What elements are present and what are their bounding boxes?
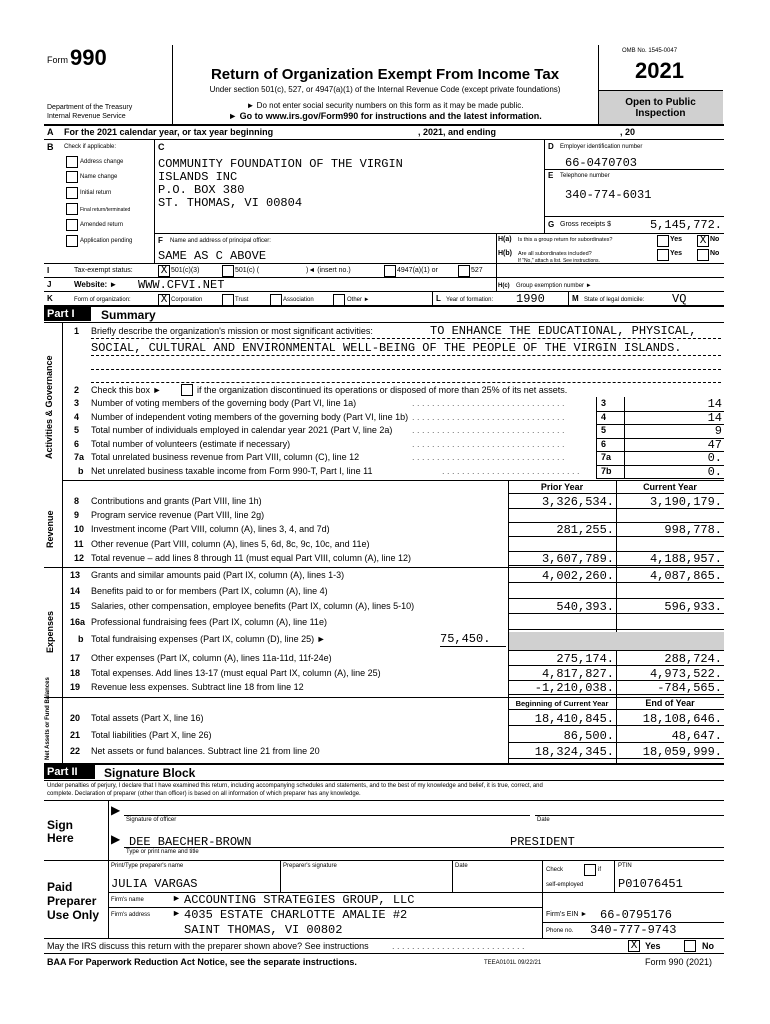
row-rule bbox=[508, 582, 724, 583]
gov-leader-dots: . . . . . . . . . . . . . . . . . . . . . . . . . . . . bbox=[442, 465, 580, 476]
gov-line-num: 4 bbox=[74, 411, 80, 422]
prior-value: 275,174. bbox=[556, 652, 614, 666]
hb-label: H(b) bbox=[498, 250, 512, 257]
org-trust-label: Trust bbox=[235, 297, 249, 303]
discuss-yes-checkbox[interactable]: X bbox=[628, 940, 640, 952]
line-num: 13 bbox=[70, 570, 81, 580]
line-text: Professional fundraising fees (Part IX, column (A), line 11e) bbox=[91, 616, 327, 627]
gov-line-num: 3 bbox=[74, 398, 80, 408]
notice-instructions: ► Go to www.irs.gov/Form990 for instructions and the latest information. bbox=[228, 111, 542, 121]
line1-text: Briefly describe the organization's mission or most significant activities: bbox=[91, 326, 373, 336]
prior-value: 18,324,345. bbox=[534, 745, 614, 759]
firm-address-2: SAINT THOMAS, VI 00802 bbox=[184, 923, 343, 937]
gross-receipts-value: 5,145,772. bbox=[649, 218, 722, 232]
gov-line-box: 6 bbox=[597, 439, 625, 449]
hb-yes-checkbox[interactable] bbox=[657, 249, 669, 261]
firm-name-label: Firm's name bbox=[111, 897, 144, 903]
baa-notice: BAA For Paperwork Reduction Act Notice, see the separate instructions. bbox=[47, 957, 357, 967]
mission-line-1: TO ENHANCE THE EDUCATIONAL, PHYSICAL, bbox=[430, 324, 697, 338]
officer-name: DEE BAECHER-BROWN bbox=[129, 835, 252, 849]
status-501c-insert: )◄ (insert no.) bbox=[306, 267, 351, 274]
line2-text-2: if the organization discontinued its operations or disposed of more than 25% of its net assets. bbox=[197, 385, 568, 395]
gov-line-text: Total number of individuals employed in calendar year 2021 (Part V, line 2a) bbox=[91, 425, 393, 435]
line-text: Revenue less expenses. Subtract line 18 from line 12 bbox=[91, 682, 304, 692]
prior-value: 3,607,789. bbox=[541, 551, 614, 566]
ha-yes-label: Yes bbox=[670, 236, 683, 243]
website-title: Website: ► bbox=[74, 280, 118, 289]
initial-return-label: Initial return bbox=[80, 190, 112, 196]
discuss-question: May the IRS discuss this return with the preparer shown above? See instructions bbox=[47, 941, 369, 951]
line-num: 16a bbox=[70, 616, 86, 627]
line-num: 8 bbox=[74, 496, 80, 506]
status-501c-checkbox[interactable] bbox=[222, 265, 234, 277]
current-value: 4,188,957. bbox=[649, 551, 722, 566]
col-current-year: Current Year bbox=[643, 482, 697, 492]
gov-box-rule bbox=[624, 397, 625, 479]
current-value: 3,190,179. bbox=[649, 495, 722, 509]
discuss-no-checkbox[interactable] bbox=[684, 940, 696, 952]
hb-text-1: Are all subordinates included? bbox=[518, 251, 592, 257]
officer-title: PRESIDENT bbox=[510, 835, 575, 849]
line-text: Benefits paid to or for members (Part IX, column (A), line 4) bbox=[91, 585, 328, 596]
form-footer-label: Form 990 (2021) bbox=[645, 957, 713, 967]
hb-no-label: No bbox=[710, 250, 720, 257]
status-501c3-label: 501(c)(3) bbox=[171, 267, 200, 274]
gov-line-box: 4 bbox=[597, 412, 625, 422]
line-a-text: For the 2021 calendar year, or tax year beginning bbox=[64, 127, 274, 137]
ha-label: H(a) bbox=[498, 236, 512, 243]
form-org-title: Form of organization: bbox=[74, 297, 131, 303]
section-f-label: F bbox=[158, 236, 163, 245]
gov-line-box: 5 bbox=[597, 425, 625, 435]
row-rule bbox=[508, 598, 724, 599]
firm-address-arrow-icon: ► bbox=[172, 908, 181, 918]
line2-num: 2 bbox=[74, 385, 80, 395]
gov-line-num: 7a bbox=[74, 452, 85, 462]
form-number: 990 bbox=[70, 45, 107, 70]
line-text: Salaries, other compensation, employee benefits (Part IX, column (A), lines 5-10) bbox=[91, 601, 415, 611]
prior-value: -1,210,038. bbox=[534, 681, 614, 695]
status-501c-label: 501(c) ( bbox=[235, 267, 260, 274]
gov-leader-dots: . . . . . . . . . . . . . . . . . . . . . . . . . . . . . . . bbox=[412, 425, 565, 435]
line-num: 18 bbox=[70, 667, 81, 678]
line16b-num: b bbox=[78, 634, 84, 644]
notice-ssn: ► Do not enter social security numbers on this form as it may be made public. bbox=[246, 101, 524, 110]
amended-return-label: Amended return bbox=[80, 222, 124, 228]
preparer-name-label: Print/Type preparer's name bbox=[111, 863, 184, 869]
perjury-text-2: complete. Declaration of preparer (other than officer) is based on all information of which preparer has any knowledge. bbox=[47, 791, 361, 797]
name-change-checkbox[interactable] bbox=[66, 171, 78, 183]
telephone-value: 340-774-6031 bbox=[565, 188, 652, 202]
tax-year: 2021 bbox=[635, 58, 684, 83]
current-value: -784,565. bbox=[657, 681, 722, 695]
line-num: 17 bbox=[70, 653, 81, 663]
firm-ein-label: Firm's EIN ► bbox=[546, 911, 588, 918]
line-text: Investment income (Part VIII, column (A), lines 3, 4, and 7d) bbox=[91, 524, 330, 535]
self-employed-checkbox[interactable] bbox=[584, 864, 596, 876]
discuss-dots: . . . . . . . . . . . . . . . . . . . . . . . . . . . bbox=[392, 941, 525, 951]
row-rule bbox=[508, 508, 724, 509]
part2-label: Part II bbox=[44, 765, 95, 779]
part1-title: Summary bbox=[101, 308, 156, 322]
form-code: TEEA0101L 09/22/21 bbox=[484, 960, 542, 966]
line-num: 21 bbox=[70, 729, 81, 740]
row-rule bbox=[508, 725, 724, 726]
side-label-governance: Activities & Governance bbox=[44, 355, 54, 459]
signature-officer-label: Signature of officer bbox=[126, 817, 177, 823]
col-beginning-year: Beginning of Current Year bbox=[515, 699, 609, 708]
line-num: 12 bbox=[74, 552, 85, 563]
gov-line-value: 47 bbox=[707, 437, 722, 452]
address-change-checkbox[interactable] bbox=[66, 156, 78, 168]
part1-label: Part I bbox=[44, 307, 91, 321]
line-num: 11 bbox=[74, 538, 84, 549]
line-a-mid: , 2021, and ending bbox=[418, 127, 497, 137]
row-rule bbox=[508, 613, 724, 614]
line-num: 22 bbox=[70, 746, 81, 756]
gov-line-box: 7b bbox=[597, 466, 625, 476]
prior-value: 3,326,534. bbox=[541, 495, 614, 509]
gov-line-value: 0. bbox=[707, 464, 722, 479]
paid-label-2: Preparer bbox=[47, 894, 97, 908]
org-corporation-label: Corporation bbox=[171, 297, 203, 303]
year-formation-title: Year of formation: bbox=[446, 297, 494, 303]
firm-phone: 340-777-9743 bbox=[590, 923, 677, 937]
preparer-date-label: Date bbox=[455, 863, 468, 869]
status-527-label: 527 bbox=[471, 267, 483, 274]
current-value: 288,724. bbox=[664, 652, 722, 666]
final-return-label: Final return/terminated bbox=[80, 207, 131, 213]
current-value: 48,647. bbox=[671, 728, 722, 743]
section-d-label: D bbox=[548, 142, 554, 151]
prior-value: 4,002,260. bbox=[541, 569, 614, 583]
gov-line-value: 9 bbox=[714, 424, 722, 438]
application-pending-checkbox[interactable] bbox=[66, 235, 78, 247]
line-i-label: I bbox=[47, 266, 50, 275]
prior-value: 4,817,827. bbox=[541, 666, 614, 681]
line-text: Total revenue – add lines 8 through 11 (must equal Part VIII, column (A), line 12) bbox=[91, 552, 412, 563]
firm-address-1: 4035 ESTATE CHARLOTTE AMALIE #2 bbox=[184, 908, 408, 922]
line-text: Net assets or fund balances. Subtract line 21 from line 20 bbox=[91, 746, 320, 756]
line-num: 14 bbox=[70, 585, 81, 596]
sign-label-1: Sign bbox=[47, 818, 73, 832]
ha-yes-checkbox[interactable] bbox=[657, 235, 669, 247]
ein-value: 66-0470703 bbox=[565, 156, 638, 170]
section-c-label: C bbox=[158, 142, 165, 152]
phone-label: Phone no. bbox=[546, 928, 574, 934]
line-text: Total assets (Part X, line 16) bbox=[91, 713, 204, 723]
gov-leader-dots: . . . . . . . . . . . . . . . . . . . . . . . . . . . . . . . bbox=[412, 398, 565, 408]
telephone-title: Telephone number bbox=[560, 173, 610, 179]
name-arrow-icon: ▶ bbox=[111, 832, 121, 846]
paid-label-1: Paid bbox=[47, 880, 73, 894]
line-text: Total liabilities (Part X, line 26) bbox=[91, 729, 212, 740]
row-rule bbox=[508, 565, 724, 566]
final-return-checkbox[interactable] bbox=[66, 203, 78, 215]
form-subtitle: Under section 501(c), 527, or 4947(a)(1) of the Internal Revenue Code (except private foundations) bbox=[209, 85, 561, 94]
domicile-title: State of legal domicile: bbox=[584, 297, 645, 303]
self-employed-label: self-employed bbox=[546, 882, 584, 888]
org-name-2: ISLANDS INC bbox=[158, 170, 238, 184]
sign-arrow-icon: ▶ bbox=[111, 803, 121, 817]
line-k-label: K bbox=[47, 294, 53, 303]
discontinued-checkbox[interactable] bbox=[181, 384, 193, 396]
form-label: Form bbox=[47, 55, 68, 65]
gov-line-text: Number of independent voting members of the governing body (Part VI, line 1b) bbox=[91, 411, 409, 422]
org-other-label: Other ► bbox=[347, 297, 370, 303]
prior-value: 18,410,845. bbox=[534, 712, 614, 726]
org-address-2: ST. THOMAS, VI 00804 bbox=[158, 196, 303, 210]
current-value: 4,087,865. bbox=[649, 569, 722, 583]
ha-no-checkbox[interactable]: X bbox=[697, 235, 709, 247]
prior-value: 281,255. bbox=[556, 523, 614, 538]
discuss-yes-label: Yes bbox=[645, 941, 661, 951]
address-change-label: Address change bbox=[80, 159, 124, 165]
if-label: if bbox=[598, 867, 601, 873]
ha-text: Is this a group return for subordinates? bbox=[518, 237, 613, 243]
prior-value: 540,393. bbox=[556, 600, 614, 614]
line-num: 15 bbox=[70, 601, 81, 611]
row-rule bbox=[508, 629, 724, 630]
website-value: WWW.CFVI.NET bbox=[138, 278, 225, 292]
open-public-1: Open to Public bbox=[625, 97, 696, 108]
firm-name: ACCOUNTING STRATEGIES GROUP, LLC bbox=[184, 893, 415, 907]
line-text: Other revenue (Part VIII, column (A), lines 5, 6d, 8c, 9c, 10c, and 11e) bbox=[91, 538, 370, 549]
gov-line-box: 3 bbox=[597, 398, 625, 408]
current-value: 998,778. bbox=[664, 523, 722, 538]
omb-number: OMB No. 1545-0047 bbox=[622, 48, 678, 54]
form-title: Return of Organization Exempt From Income Tax bbox=[210, 66, 560, 83]
gov-line-value: 14 bbox=[707, 410, 722, 425]
line-m-label: M bbox=[572, 294, 579, 303]
dept-treasury: Department of the Treasury bbox=[47, 104, 133, 111]
signature-date-label: Date bbox=[537, 817, 550, 823]
line-text: Other expenses (Part IX, column (A), lines 11a-11d, 11f-24e) bbox=[91, 653, 332, 663]
section-e-label: E bbox=[548, 171, 554, 180]
line-text: Contributions and grants (Part VIII, line 1h) bbox=[91, 496, 262, 506]
line-num: 20 bbox=[70, 713, 81, 723]
line-text: Program service revenue (Part VIII, line 2g) bbox=[91, 510, 265, 521]
check-label: Check bbox=[546, 867, 564, 873]
preparer-signature-label: Preparer's signature bbox=[283, 863, 337, 869]
ha-no-label: No bbox=[710, 236, 720, 243]
hc-text: Group exemption number ► bbox=[516, 283, 592, 289]
perjury-text-1: Under penalties of perjury, I declare that I have examined this return, including accompanying schedules and statements, and to the best of my knowledge and belief, it is true, correct, and bbox=[47, 783, 543, 789]
ein-title: Employer identification number bbox=[560, 144, 643, 150]
org-corporation-checkbox[interactable]: X bbox=[158, 294, 170, 306]
current-value: 596,933. bbox=[664, 600, 722, 614]
line-num: 9 bbox=[74, 510, 80, 521]
gov-line-num: 6 bbox=[74, 438, 80, 449]
gov-line-value: 0. bbox=[707, 451, 722, 465]
hb-yes-label: Yes bbox=[670, 250, 683, 257]
line-num: 10 bbox=[74, 524, 85, 535]
principal-officer-title: Name and address of principal officer: bbox=[170, 238, 271, 244]
dept-irs: Internal Revenue Service bbox=[47, 113, 126, 120]
status-527-checkbox[interactable] bbox=[458, 265, 470, 277]
org-address-1: P.O. BOX 380 bbox=[158, 183, 245, 197]
gov-leader-dots: . . . . . . . . . . . . . . . . . . . . . . . . . . . . . . . bbox=[412, 452, 565, 462]
paid-label-3: Use Only bbox=[47, 908, 100, 922]
status-4947-checkbox[interactable] bbox=[384, 265, 396, 277]
section-b-label: B bbox=[47, 142, 54, 152]
gov-leader-dots: . . . . . . . . . . . . . . . . . . . . . . . . . . . . . . . bbox=[412, 438, 565, 449]
current-value: 18,108,646. bbox=[642, 712, 722, 726]
year-formation-value: 1990 bbox=[516, 292, 545, 306]
side-label-revenue: Revenue bbox=[45, 510, 55, 548]
col-prior-year: Prior Year bbox=[540, 482, 584, 492]
section-g-label: G bbox=[548, 220, 555, 229]
section-b-title: Check if applicable: bbox=[64, 144, 117, 150]
open-public-2: Inspection bbox=[635, 108, 686, 119]
line16b-text: Total fundraising expenses (Part IX, column (D), line 25) ► bbox=[91, 634, 326, 644]
line1-num: 1 bbox=[74, 326, 80, 336]
col-end-year: End of Year bbox=[645, 698, 695, 708]
line-j-label: J bbox=[47, 280, 52, 289]
hb-no-checkbox[interactable] bbox=[697, 249, 709, 261]
part2-title: Signature Block bbox=[104, 766, 196, 780]
line-num: 19 bbox=[70, 682, 81, 692]
line-text: Total expenses. Add lines 13-17 (must equal Part IX, column (A), line 25) bbox=[91, 667, 381, 678]
current-value: 4,973,522. bbox=[649, 666, 722, 681]
gov-line-box: 7a bbox=[597, 452, 625, 462]
application-pending-label: Application pending bbox=[80, 238, 133, 244]
line-a-end: , 20 bbox=[620, 127, 636, 137]
domicile-value: VQ bbox=[672, 292, 687, 306]
status-501c3-checkbox[interactable]: X bbox=[158, 265, 170, 277]
firm-name-arrow-icon: ► bbox=[172, 893, 181, 903]
line-a-label: A bbox=[47, 127, 54, 137]
firm-address-label: Firm's address bbox=[111, 912, 151, 918]
row-rule bbox=[508, 742, 724, 743]
gov-box-rule bbox=[596, 397, 597, 479]
org-association-label: Association bbox=[283, 297, 314, 303]
preparer-name: JULIA VARGAS bbox=[111, 877, 198, 891]
org-name-1: COMMUNITY FOUNDATION OF THE VIRGIN bbox=[158, 157, 403, 171]
gov-line-text: Total number of volunteers (estimate if necessary) bbox=[91, 438, 291, 449]
gross-receipts-title: Gross receipts $ bbox=[560, 221, 611, 228]
gov-line-text: Total unrelated business revenue from Part VIII, column (C), line 12 bbox=[91, 452, 360, 462]
gov-line-num: b bbox=[78, 465, 84, 476]
line2-text-1: Check this box ► bbox=[91, 385, 162, 395]
side-label-net-assets: Net Assets or Fund Balances bbox=[45, 677, 51, 760]
ptin-label: PTIN bbox=[618, 863, 632, 869]
gov-leader-dots: . . . . . . . . . . . . . . . . . . . . . . . . . . . . . . . bbox=[412, 411, 565, 422]
amended-return-checkbox[interactable] bbox=[66, 219, 78, 231]
line-l-label: L bbox=[436, 294, 441, 303]
preparer-ptin: P01076451 bbox=[618, 877, 683, 891]
mission-line-2: SOCIAL, CULTURAL AND ENVIRONMENTAL WELL-BEING OF THE PEOPLE OF THE VIRGIN ISLANDS. bbox=[91, 341, 682, 355]
side-label-expenses: Expenses bbox=[45, 610, 55, 653]
firm-ein: 66-0795176 bbox=[600, 908, 673, 922]
prior-value: 86,500. bbox=[563, 728, 614, 743]
gov-line-text: Number of voting members of the governing body (Part VI, line 1a) bbox=[91, 398, 357, 408]
line16b-value: 75,450. bbox=[440, 632, 491, 646]
line-text: Grants and similar amounts paid (Part IX, column (A), lines 1-3) bbox=[91, 570, 345, 580]
type-print-label: Type or print name and title bbox=[126, 849, 199, 855]
discuss-no-label: No bbox=[702, 941, 714, 951]
initial-return-checkbox[interactable] bbox=[66, 187, 78, 199]
sign-label-2: Here bbox=[47, 831, 74, 845]
gov-row-rule bbox=[596, 478, 724, 479]
gov-line-value: 14 bbox=[707, 397, 722, 411]
tax-exempt-title: Tax-exempt status: bbox=[74, 267, 133, 274]
row-rule bbox=[508, 694, 724, 695]
hc-label: H(c) bbox=[498, 283, 510, 289]
row-rule bbox=[508, 758, 724, 759]
name-change-label: Name change bbox=[80, 174, 118, 180]
row-rule bbox=[508, 536, 724, 537]
current-value: 18,059,999. bbox=[642, 745, 722, 759]
gov-line-num: 5 bbox=[74, 425, 80, 435]
principal-officer-value: SAME AS C ABOVE bbox=[158, 249, 267, 263]
hb-text-2: If "No," attach a list. See instructions. bbox=[518, 258, 600, 264]
status-4947-label: 4947(a)(1) or bbox=[397, 267, 438, 274]
gov-line-text: Net unrelated business taxable income from Form 990-T, Part I, line 11 bbox=[91, 465, 373, 476]
